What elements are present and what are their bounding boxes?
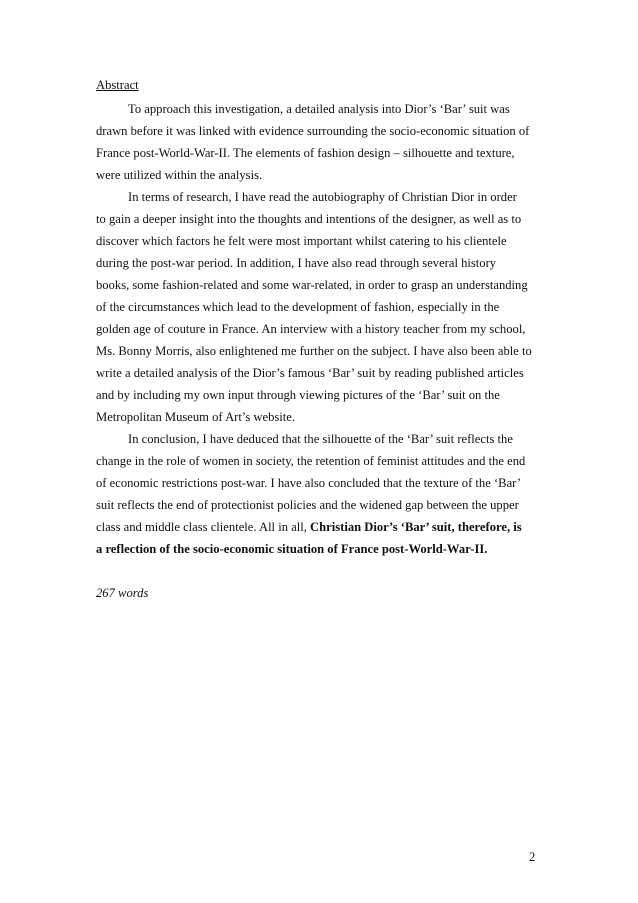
text-line — [96, 387, 500, 403]
text-line — [128, 189, 517, 205]
text-line-normal: Ms. Bonny Morris, also enlightened me further on the subject. I have also been able to — [96, 344, 532, 358]
text-line-normal: during the post-war period. In addition, I have also read through several history — [96, 256, 497, 270]
text-line — [128, 431, 513, 447]
text-line — [96, 541, 487, 557]
text-line-normal: Metropolitan Museum of Art’s website. — [96, 410, 296, 424]
text-line-normal: to gain a deeper insight into the thoughts and intentions of the designer, as well as to — [96, 212, 522, 226]
text-line — [96, 255, 496, 271]
text-line — [96, 123, 529, 139]
text-line-normal: In terms of research, I have read the autobiography of Christian Dior in order — [128, 190, 517, 204]
text-line-normal: suit reflects the end of protectionist policies and the widened gap between the upper — [96, 498, 519, 512]
text-line-normal: golden age of couture in France. An interview with a history teacher from my school, — [96, 322, 526, 336]
text-line-normal: write a detailed analysis of the Dior’s famous ‘Bar’ suit by reading published articles — [96, 366, 524, 380]
word-count: 267 words — [96, 586, 149, 600]
text-line-normal: To approach this investigation, a detailed analysis into Dior’s ‘Bar’ suit was — [128, 102, 510, 116]
text-line-normal: and by including my own input through viewing pictures of the ‘Bar’ suit on the — [96, 388, 500, 402]
text-line — [96, 277, 528, 293]
text-line-normal: discover which factors he felt were most important whilst catering to his clientele — [96, 234, 507, 248]
text-line-normal: of economic restrictions post-war. I have also concluded that the texture of the ‘Bar’ — [96, 476, 522, 490]
text-line-normal: In conclusion, I have deduced that the silhouette of the ‘Bar’ suit reflects the — [128, 432, 513, 446]
text-line-normal: drawn before it was linked with evidence surrounding the socio-economic situation of — [96, 124, 530, 138]
text-line-bold: a reflection of the socio-economic situation of France post-World-War-II. — [96, 542, 488, 556]
text-line — [96, 321, 525, 337]
text-line-normal: were utilized within the analysis. — [96, 168, 263, 182]
text-line — [96, 167, 262, 183]
text-line — [96, 343, 532, 359]
text-line — [96, 519, 522, 535]
text-line — [96, 145, 515, 161]
text-line-bold: Christian Dior’s ‘Bar’ suit, therefore, is — [310, 520, 522, 534]
text-line — [96, 409, 295, 425]
text-line-normal: of the circumstances which lead to the development of fashion, especially in the — [96, 300, 500, 314]
text-line — [96, 233, 507, 249]
text-line — [96, 497, 519, 513]
text-line — [128, 101, 510, 117]
text-line-normal: change in the role of women in society, the retention of feminist attitudes and the end — [96, 454, 526, 468]
page-number: 2 — [529, 850, 536, 864]
text-line-normal: books, some fashion-related and some war-related, in order to grasp an understanding — [96, 278, 528, 292]
text-line-normal: class and middle class clientele. All in all, — [96, 520, 311, 534]
text-line — [96, 365, 524, 381]
text-line-normal: France post-World-War-II. The elements of fashion design – silhouette and texture, — [96, 146, 515, 160]
text-line — [96, 211, 521, 227]
text-line — [96, 453, 525, 469]
text-line — [96, 475, 521, 491]
abstract-heading: Abstract — [96, 78, 139, 92]
text-line — [96, 299, 499, 315]
